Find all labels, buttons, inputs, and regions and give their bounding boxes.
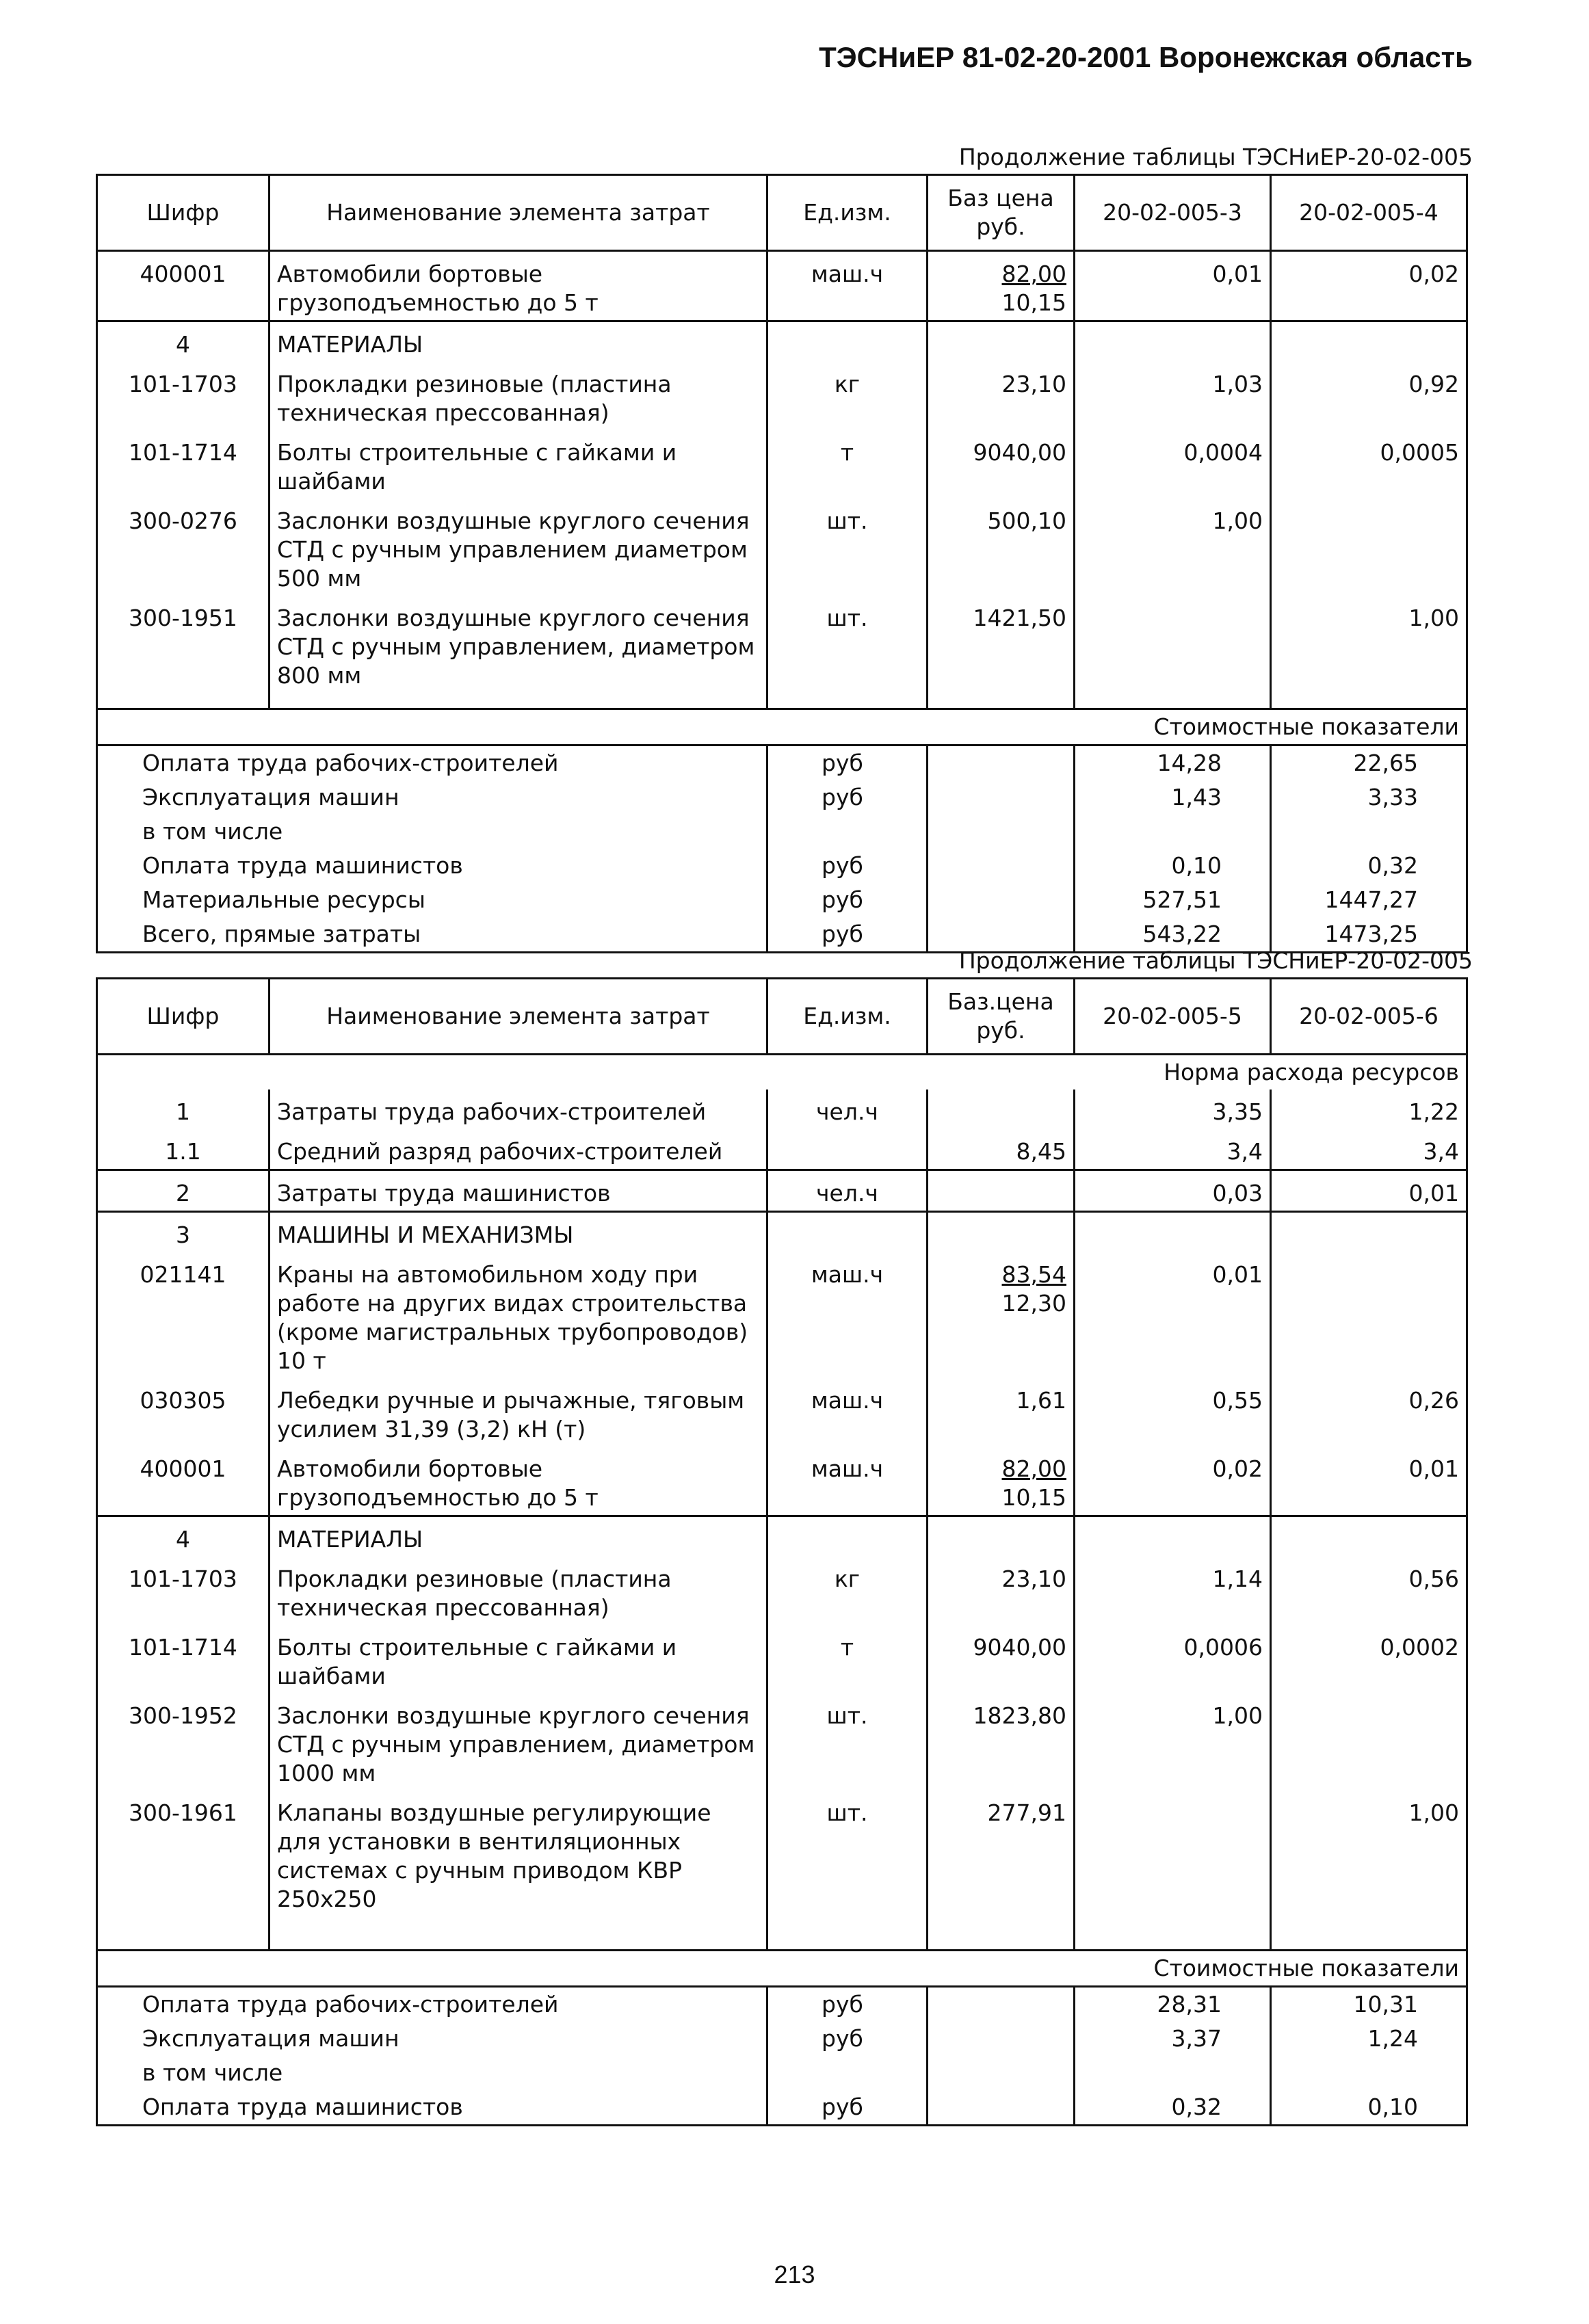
row-value-1: 1,03 [1075,362,1271,430]
table-row [97,596,1467,693]
row-name: Краны на автомобильном ходу при работе на других видах строительства (кроме магистральных трубопроводов) 10 т [270,1252,767,1378]
cost-row [97,745,1467,781]
row-unit: маш.ч [767,1447,928,1516]
cost-label: Материальные ресурсы [97,883,767,917]
table-row [97,1378,1467,1447]
cost-value-2 [1271,815,1467,849]
cost-row [97,815,1467,849]
row-code: 3 [97,1212,270,1253]
spacer-cell [97,693,270,709]
row-name: Средний разряд рабочих-строителей [270,1129,767,1170]
table-row [97,1252,1467,1378]
cost-price-empty [928,2090,1075,2126]
row-price [928,596,1075,693]
row-value-1: 0,02 [1075,1447,1271,1516]
cost-value-2: 0,32 [1271,849,1467,883]
row-code: 300-1961 [97,1791,270,1916]
cost-label: в том числе [97,2056,767,2090]
cost-label: Эксплуатация машин [97,2022,767,2056]
cost-price-empty [928,2056,1075,2090]
row-price [928,430,1075,499]
table-row [97,362,1467,430]
row-code: 300-1951 [97,596,270,693]
table-row [97,1693,1467,1791]
row-unit: шт. [767,596,928,693]
row-value-2 [1271,1212,1467,1253]
row-name: Клапаны воздушные регулирующие для установки в вентиляционных системах с ручным приводом КВР 250x250 [270,1791,767,1916]
cost-unit [767,815,928,849]
row-price [928,1516,1075,1557]
row-price [928,321,1075,362]
cost-row [97,2022,1467,2056]
row-code: 101-1703 [97,362,270,430]
row-value-2 [1271,1252,1467,1378]
row-code: 300-1952 [97,1693,270,1791]
column-header-norm-1: 20-02-005-5 [1075,979,1271,1055]
row-value-1 [1075,321,1271,362]
table1-cost-section [97,709,1467,953]
row-price-value: 82,00 [1001,261,1066,287]
row-value-2: 0,56 [1271,1557,1467,1625]
column-header-code: Шифр [97,175,270,251]
cost-price-empty [928,780,1075,815]
row-price [928,1170,1075,1212]
row-name: Заслонки воздушные круглого сечения СТД с ручным управлением, диаметром 800 мм [270,596,767,693]
row-price [928,362,1075,430]
row-value-2: 0,26 [1271,1378,1467,1447]
row-code: 300-0276 [97,499,270,596]
row-value-2 [1271,1516,1467,1557]
row-unit: шт. [767,1693,928,1791]
row-value-2: 0,0005 [1271,430,1467,499]
row-unit: шт. [767,499,928,596]
row-price-value: 8,45 [1016,1138,1066,1165]
spacer-cell [767,693,928,709]
row-price-machinist: 12,30 [1001,1290,1066,1317]
row-value-1: 0,01 [1075,251,1271,321]
column-header-norm-2: 20-02-005-4 [1271,175,1467,251]
table2 [96,977,1468,2126]
cost-value-2: 1,24 [1271,2022,1467,2056]
row-price-value: 82,00 [1001,1455,1066,1482]
cost-value-2: 1447,27 [1271,883,1467,917]
norma-caption-row [97,1055,1467,1090]
spacer-cell [270,693,767,709]
table-row [97,1170,1467,1212]
row-code: 400001 [97,251,270,321]
table2-norma-section [97,1055,1467,1090]
row-value-2: 0,01 [1271,1170,1467,1212]
row-code: 400001 [97,1447,270,1516]
cost-unit: руб [767,849,928,883]
norma-caption: Норма расхода ресурсов [97,1055,1467,1090]
row-unit: маш.ч [767,1378,928,1447]
cost-caption-row [97,709,1467,745]
row-value-1: 0,03 [1075,1170,1271,1212]
row-value-2: 1,22 [1271,1090,1467,1129]
row-value-1: 0,0004 [1075,430,1271,499]
row-value-2 [1271,1693,1467,1791]
table2-body [97,1090,1467,1951]
cost-value-2: 1473,25 [1271,917,1467,953]
row-value-1 [1075,1212,1271,1253]
cost-value-2: 10,31 [1271,1987,1467,2022]
cost-value-1: 543,22 [1075,917,1271,953]
table-row [97,1447,1467,1516]
cost-label: Оплата труда рабочих-строителей [97,1987,767,2022]
row-price-value: 23,10 [1001,371,1066,397]
row-price-value: 277,91 [987,1799,1066,1826]
table1-caption: Продолжение таблицы ТЭСНиЕР-20-02-005 [958,144,1473,170]
row-value-1: 1,00 [1075,499,1271,596]
row-price [928,1212,1075,1253]
row-price [928,1090,1075,1129]
row-value-1: 0,0006 [1075,1625,1271,1693]
cost-unit: руб [767,883,928,917]
row-value-2: 1,00 [1271,1791,1467,1916]
cost-caption-row [97,1951,1467,1987]
row-price-value: 83,54 [1001,1261,1066,1288]
table-spacer-row [97,1916,1467,1951]
row-value-2: 0,01 [1271,1447,1467,1516]
row-code: 030305 [97,1378,270,1447]
cost-value-2: 0,10 [1271,2090,1467,2126]
table-row [97,1129,1467,1170]
row-price [928,1447,1075,1516]
cost-value-1: 527,51 [1075,883,1271,917]
cost-price-empty [928,745,1075,781]
row-name: Заслонки воздушные круглого сечения СТД с ручным управлением, диаметром 1000 мм [270,1693,767,1791]
cost-row [97,2056,1467,2090]
row-name: Болты строительные с гайками и шайбами [270,430,767,499]
cost-value-1: 3,37 [1075,2022,1271,2056]
row-price [928,1252,1075,1378]
row-name: Заслонки воздушные круглого сечения СТД с ручным управлением диаметром 500 мм [270,499,767,596]
row-price-machinist: 10,15 [1001,289,1066,316]
cost-label: Всего, прямые затраты [97,917,767,953]
row-unit [767,1516,928,1557]
row-price-machinist: 10,15 [1001,1484,1066,1511]
cost-unit: руб [767,2090,928,2126]
row-name: МАТЕРИАЛЫ [270,321,767,362]
row-value-2: 3,4 [1271,1129,1467,1170]
row-code: 2 [97,1170,270,1212]
row-unit [767,321,928,362]
cost-caption: Стоимостные показатели [97,709,1467,745]
table1-body [97,251,1467,709]
cost-row [97,1987,1467,2022]
row-price [928,1557,1075,1625]
row-code: 4 [97,321,270,362]
row-price-value: 500,10 [987,507,1066,534]
row-unit [767,1129,928,1170]
row-name: Автомобили бортовые грузоподъемностью до 5 т [270,1447,767,1516]
row-price-value: 1421,50 [973,605,1066,631]
table-row [97,1516,1467,1557]
cost-caption: Стоимостные показатели [97,1951,1467,1987]
row-price-value: 1823,80 [973,1702,1066,1729]
row-value-2: 0,0002 [1271,1625,1467,1693]
page-header: ТЭСНиЕР 81-02-20-2001 Воронежская область [819,41,1473,73]
cost-value-1 [1075,2056,1271,2090]
row-value-1: 0,55 [1075,1378,1271,1447]
row-unit: чел.ч [767,1170,928,1212]
row-price-value: 9040,00 [973,439,1066,466]
page-number: 213 [774,2260,815,2288]
row-price [928,251,1075,321]
row-value-1: 3,35 [1075,1090,1271,1129]
table2-cost-section [97,1951,1467,2126]
table-spacer-row [97,693,1467,709]
column-header-code: Шифр [97,979,270,1055]
table2-header-row [97,979,1467,1055]
row-name: МАТЕРИАЛЫ [270,1516,767,1557]
cost-row [97,883,1467,917]
column-header-norm-1: 20-02-005-3 [1075,175,1271,251]
row-value-1: 1,14 [1075,1557,1271,1625]
row-code: 4 [97,1516,270,1557]
table-row [97,321,1467,362]
row-name: Затраты труда машинистов [270,1170,767,1212]
cost-unit: руб [767,780,928,815]
cost-price-empty [928,883,1075,917]
table-row [97,1557,1467,1625]
row-unit [767,1212,928,1253]
spacer-cell [97,1916,270,1951]
row-code: 101-1714 [97,1625,270,1693]
spacer-cell [1271,693,1467,709]
cost-value-2: 3,33 [1271,780,1467,815]
column-header-norm-2: 20-02-005-6 [1271,979,1467,1055]
row-price [928,499,1075,596]
cost-label: Оплата труда машинистов [97,849,767,883]
cost-row [97,849,1467,883]
cost-value-1: 0,32 [1075,2090,1271,2126]
column-header-name: Наименование элемента затрат [270,175,767,251]
row-value-1 [1075,1791,1271,1916]
row-unit: шт. [767,1791,928,1916]
row-name: Автомобили бортовые грузоподъемностью до 5 т [270,251,767,321]
row-unit: кг [767,362,928,430]
row-code: 101-1714 [97,430,270,499]
row-value-2: 0,92 [1271,362,1467,430]
spacer-cell [1075,1916,1271,1951]
row-name: МАШИНЫ И МЕХАНИЗМЫ [270,1212,767,1253]
row-price [928,1625,1075,1693]
row-unit: т [767,1625,928,1693]
row-name: Прокладки резиновые (пластина техническая прессованная) [270,1557,767,1625]
cost-value-1: 28,31 [1075,1987,1271,2022]
cost-row [97,2090,1467,2126]
table1 [96,174,1468,953]
row-price [928,1129,1075,1170]
spacer-cell [928,1916,1075,1951]
row-price [928,1791,1075,1916]
cost-unit: руб [767,745,928,781]
row-unit: чел.ч [767,1090,928,1129]
cost-unit: руб [767,917,928,953]
column-header-name: Наименование элемента затрат [270,979,767,1055]
row-price-value: 23,10 [1001,1566,1066,1592]
table2-caption: Продолжение таблицы ТЭСНиЕР-20-02-005 [958,947,1473,974]
row-unit: маш.ч [767,251,928,321]
table-row [97,1625,1467,1693]
table-row [97,430,1467,499]
row-unit: т [767,430,928,499]
table1-header-row [97,175,1467,251]
row-name: Затраты труда рабочих-строителей [270,1090,767,1129]
cost-value-1: 14,28 [1075,745,1271,781]
row-price [928,1693,1075,1791]
spacer-cell [1075,693,1271,709]
cost-unit: руб [767,2022,928,2056]
table-row [97,1212,1467,1253]
row-value-1 [1075,596,1271,693]
column-header-unit: Ед.изм. [767,175,928,251]
row-value-1: 1,00 [1075,1693,1271,1791]
cost-value-2 [1271,2056,1467,2090]
cost-price-empty [928,1987,1075,2022]
column-header-price: Баз.цена руб. [928,979,1075,1055]
table-row [97,499,1467,596]
row-value-1: 3,4 [1075,1129,1271,1170]
cost-price-empty [928,849,1075,883]
row-name: Болты строительные с гайками и шайбами [270,1625,767,1693]
table-row [97,1791,1467,1916]
cost-price-empty [928,815,1075,849]
cost-label: Оплата труда рабочих-строителей [97,745,767,781]
table-row [97,1090,1467,1129]
column-header-unit: Ед.изм. [767,979,928,1055]
row-name: Лебедки ручные и рычажные, тяговым усилием 31,39 (3,2) кН (т) [270,1378,767,1447]
row-name: Прокладки резиновые (пластина техническая прессованная) [270,362,767,430]
row-value-2: 0,02 [1271,251,1467,321]
cost-price-empty [928,2022,1075,2056]
cost-value-1 [1075,815,1271,849]
cost-label: Эксплуатация машин [97,780,767,815]
row-price-value: 1,61 [1016,1387,1066,1414]
spacer-cell [1271,1916,1467,1951]
cost-value-1: 1,43 [1075,780,1271,815]
cost-value-2: 22,65 [1271,745,1467,781]
row-value-2 [1271,499,1467,596]
cost-unit [767,2056,928,2090]
table-row [97,251,1467,321]
row-code: 021141 [97,1252,270,1378]
cost-value-1: 0,10 [1075,849,1271,883]
row-value-2 [1271,321,1467,362]
spacer-cell [767,1916,928,1951]
spacer-cell [928,693,1075,709]
spacer-cell [270,1916,767,1951]
cost-row [97,780,1467,815]
cost-label: в том числе [97,815,767,849]
cost-unit: руб [767,1987,928,2022]
row-unit: кг [767,1557,928,1625]
row-unit: маш.ч [767,1252,928,1378]
row-value-2: 1,00 [1271,596,1467,693]
row-code: 101-1703 [97,1557,270,1625]
row-price [928,1378,1075,1447]
row-price-value: 9040,00 [973,1634,1066,1661]
cost-label: Оплата труда машинистов [97,2090,767,2126]
row-value-1: 0,01 [1075,1252,1271,1378]
row-value-1 [1075,1516,1271,1557]
row-code: 1 [97,1090,270,1129]
row-code: 1.1 [97,1129,270,1170]
column-header-price: Баз цена руб. [928,175,1075,251]
